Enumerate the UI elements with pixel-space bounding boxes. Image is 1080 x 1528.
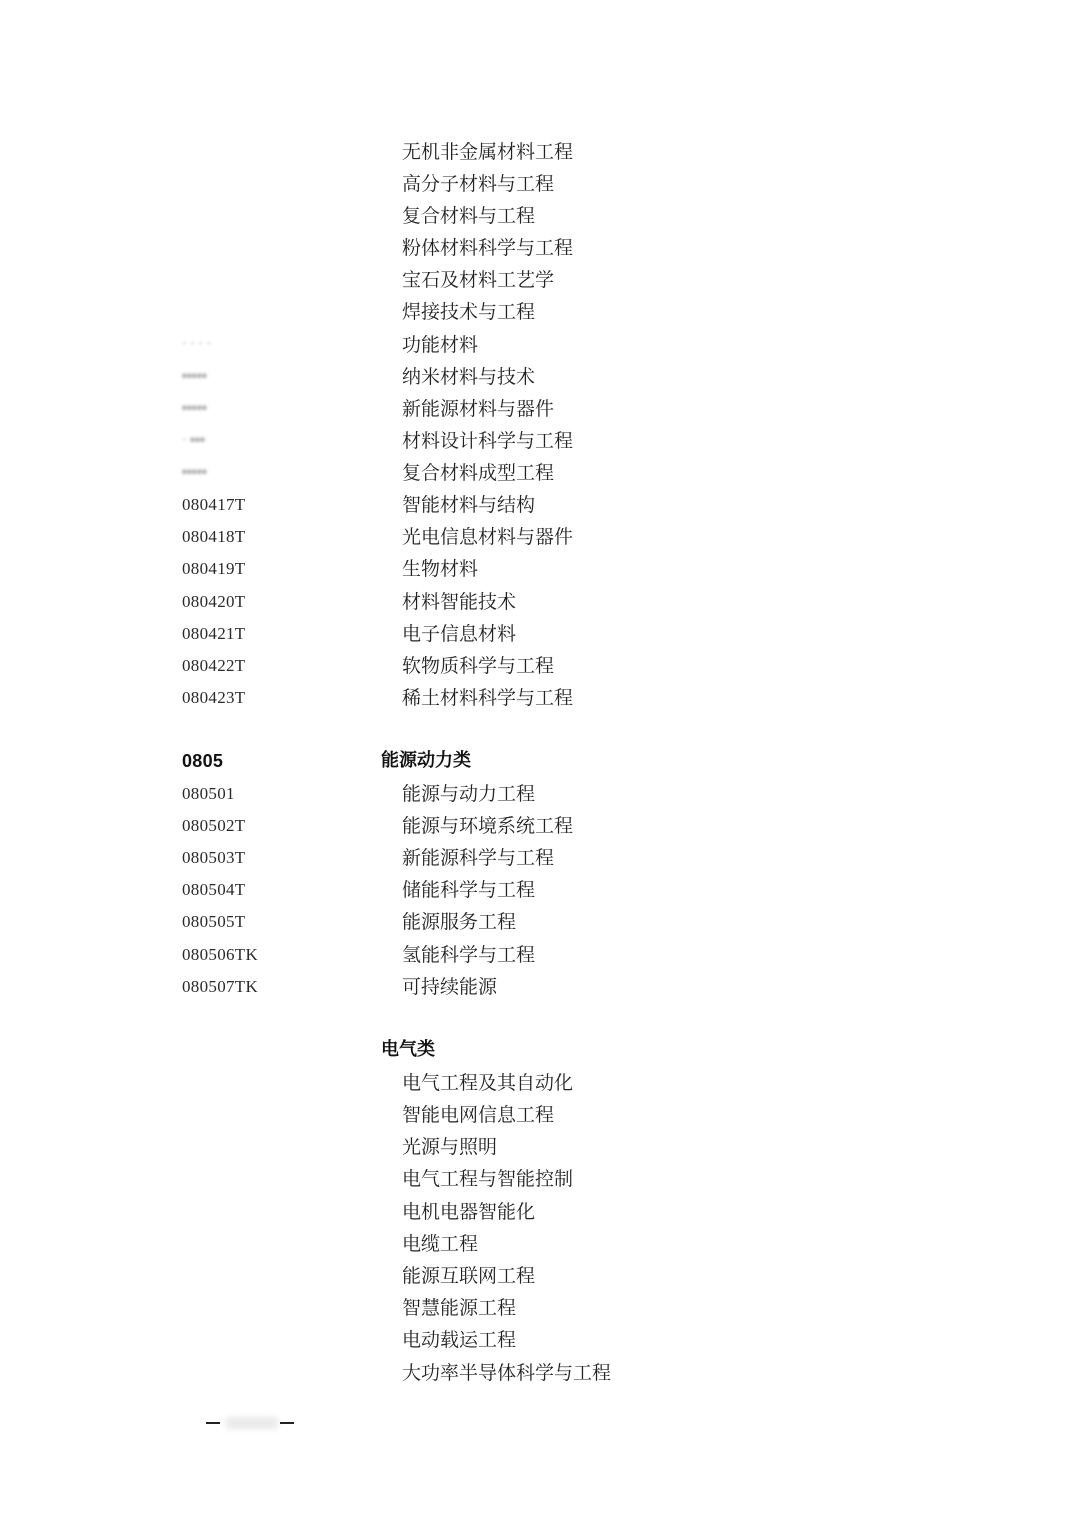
redacted-code: · · · · [182, 337, 212, 352]
category-title: 能源动力类 [381, 750, 471, 771]
major-name: 粉体材料科学与工程 [402, 237, 574, 259]
list-item [0, 971, 1080, 1003]
major-name: 纳米材料与技术 [402, 366, 536, 388]
major-name: 光电信息材料与器件 [402, 526, 574, 548]
major-code: 080417T [182, 495, 246, 514]
list-item [0, 168, 1080, 200]
redacted-code: · ▪▪▪ [182, 433, 206, 448]
major-code: 080419T [182, 559, 246, 578]
major-name: 能源互联网工程 [402, 1265, 536, 1287]
list-item [0, 1196, 1080, 1228]
list-item [0, 810, 1080, 842]
list-item [0, 136, 1080, 168]
major-code: 080421T [182, 624, 246, 643]
footer-dash [280, 1422, 294, 1424]
major-name: 光源与照明 [402, 1136, 498, 1158]
major-name: 软物质科学与工程 [402, 655, 555, 677]
major-code: 080503T [182, 848, 246, 867]
list-item [0, 425, 1080, 457]
list-item [0, 1292, 1080, 1324]
major-name: 电气工程及其自动化 [402, 1072, 574, 1094]
list-item [0, 457, 1080, 489]
list-item [0, 1324, 1080, 1356]
major-code: 080418T [182, 527, 246, 546]
major-name: 电子信息材料 [402, 623, 517, 645]
list-item [0, 586, 1080, 618]
list-item [0, 296, 1080, 328]
major-code: 080423T [182, 688, 246, 707]
list-item [0, 361, 1080, 393]
major-name: 能源服务工程 [402, 911, 517, 933]
major-name: 电缆工程 [402, 1233, 479, 1255]
list-item [0, 650, 1080, 682]
major-name: 电动载运工程 [402, 1329, 517, 1351]
list-item [0, 553, 1080, 585]
list-item [0, 489, 1080, 521]
major-name: 新能源科学与工程 [402, 847, 555, 869]
redacted-code: ▪▪▪▪▪ [182, 465, 207, 480]
major-name: 高分子材料与工程 [402, 173, 555, 195]
major-name: 无机非金属材料工程 [402, 141, 574, 163]
list-item [0, 1357, 1080, 1389]
major-name: 能源与动力工程 [402, 783, 536, 805]
redacted-page-number [226, 1417, 278, 1429]
major-code: 080504T [182, 880, 246, 899]
major-name: 智慧能源工程 [402, 1297, 517, 1319]
major-name: 智能材料与结构 [402, 494, 536, 516]
major-name: 电气工程与智能控制 [402, 1168, 574, 1190]
category-code: 0805 [182, 751, 224, 771]
list-item [0, 618, 1080, 650]
list-item [0, 1260, 1080, 1292]
major-name: 新能源材料与器件 [402, 398, 555, 420]
list-item [0, 393, 1080, 425]
major-code: 080420T [182, 592, 246, 611]
list-item [0, 521, 1080, 553]
list-item [0, 200, 1080, 232]
major-code: 080505T [182, 912, 246, 931]
list-item [0, 906, 1080, 938]
list-item [0, 232, 1080, 264]
major-code: 080501 [182, 784, 235, 803]
major-code: 080422T [182, 656, 246, 675]
major-name: 大功率半导体科学与工程 [402, 1362, 612, 1384]
list-item [0, 874, 1080, 906]
major-name: 储能科学与工程 [402, 879, 536, 901]
major-name: 功能材料 [402, 334, 479, 356]
list-item [0, 1099, 1080, 1131]
redacted-code: ▪▪▪▪▪ [182, 401, 207, 416]
major-name: 宝石及材料工艺学 [402, 269, 555, 291]
major-name: 材料智能技术 [402, 591, 517, 613]
major-name: 稀土材料科学与工程 [402, 687, 574, 709]
list-item [0, 682, 1080, 714]
major-name: 复合材料与工程 [402, 205, 536, 227]
major-name: 智能电网信息工程 [402, 1104, 555, 1126]
list-item [0, 939, 1080, 971]
list-item [0, 1163, 1080, 1195]
major-name: 电机电器智能化 [402, 1201, 536, 1223]
major-name: 焊接技术与工程 [402, 301, 536, 323]
list-item [0, 842, 1080, 874]
footer-dash [206, 1422, 220, 1424]
major-code: 080506TK [182, 945, 259, 964]
list-item [0, 1228, 1080, 1260]
category-title: 电气类 [381, 1039, 435, 1060]
list-item [0, 329, 1080, 361]
major-name: 复合材料成型工程 [402, 462, 555, 484]
page-number-footer [206, 1413, 296, 1433]
major-name: 能源与环境系统工程 [402, 815, 574, 837]
list-item [0, 1067, 1080, 1099]
redacted-code: ▪▪▪▪▪ [182, 369, 207, 384]
major-name: 氢能科学与工程 [402, 944, 536, 966]
major-name: 可持续能源 [402, 976, 498, 998]
major-code: 080502T [182, 816, 246, 835]
list-item [0, 1131, 1080, 1163]
major-code: 080507TK [182, 977, 259, 996]
category-heading [0, 745, 1080, 777]
list-item [0, 264, 1080, 296]
major-name: 生物材料 [402, 558, 479, 580]
category-heading [0, 1034, 1080, 1066]
major-name: 材料设计科学与工程 [402, 430, 574, 452]
list-item [0, 778, 1080, 810]
